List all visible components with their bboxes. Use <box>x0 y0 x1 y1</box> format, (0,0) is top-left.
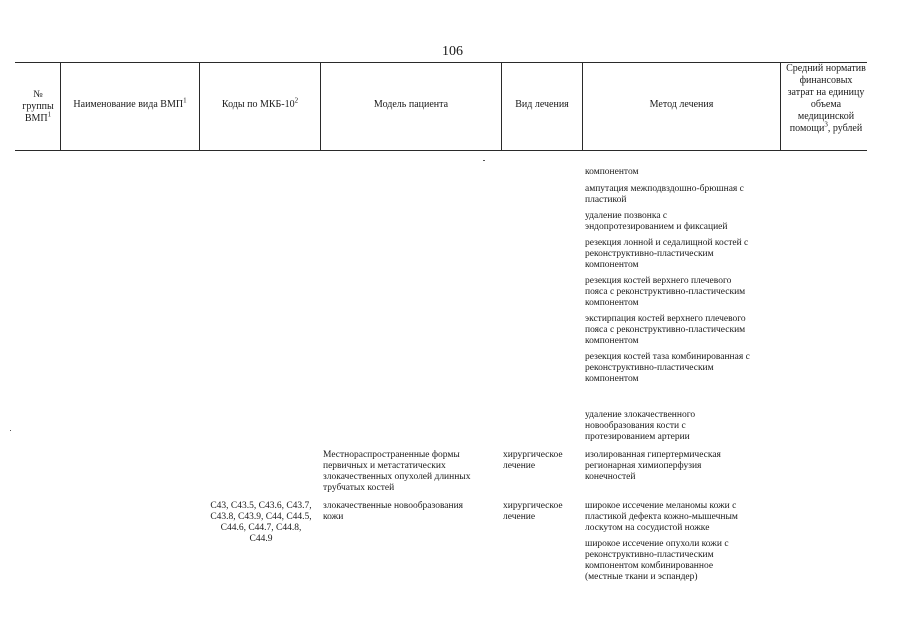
patient-model-bones: Местнораспространенные формы первичных и метастатических злокачественных опухолей длинных трубчатых костей <box>323 450 471 493</box>
method-item: удаление позвонка с эндопротезированием и фиксацией <box>585 211 728 232</box>
header-vmp-name: Наименование вида ВМП$^1$ <box>73 96 187 110</box>
treatment-type-bones: хирургическое лечение <box>503 450 563 471</box>
mkb-codes-skin: C43, C43.5, C43.6, C43.7, C43.8, C43.9, C44, C44.5, C44.6, C44.7, C44.8, C44.9 <box>210 501 312 544</box>
header-mkb-codes: Коды по МКБ-$10^2$ <box>221 96 299 110</box>
treatment-type-skin: хирургическое лечение <box>503 501 563 522</box>
header-treatment-type: Вид лечения <box>515 99 569 110</box>
header-patient-model: Модель пациента <box>373 99 449 110</box>
method-skin: широкое иссечение меланомы кожи с пластикой дефекта кожно-мышечным лоскутом на сосудистой ножке <box>585 501 738 533</box>
method-item: резекция лонной и седалищной костей с реконструктивно-пластическим компонентом <box>585 238 749 270</box>
method-item: резекция костей верхнего плечевого пояса с реконструктивно-пластическим компонентом <box>585 276 746 308</box>
method-item: компонентом <box>585 167 639 177</box>
method-item: ампутация межподвздошно-брюшная с пластикой <box>585 184 744 205</box>
header-bottom-rule <box>15 150 867 151</box>
page-number: 106 <box>442 44 463 59</box>
header-group-no: № группы ВМП$^1$ <box>22 89 54 124</box>
scan-speck <box>483 160 485 161</box>
method-skin: широкое иссечение опухоли кожи с реконструктивно-пластическим компонентом комбинированное (местные ткани и эспандер) <box>585 539 729 582</box>
scan-speck <box>10 430 11 431</box>
header-cost-norm: Средний норматив финансовых затрат на единицу объема медицинской помощи$^3$, рублей <box>786 63 866 134</box>
method-item: удаление злокачественного новообразования кости с протезированием артерии <box>585 410 696 442</box>
method-item: резекция костей таза комбинированная с реконструктивно-пластическим компонентом <box>585 352 750 384</box>
col-divider-6 <box>780 62 781 151</box>
header-treatment-method: Метод лечения <box>649 99 714 110</box>
patient-model-skin: злокачественные новообразования кожи <box>323 501 464 522</box>
method-bones: изолированная гипертермическая регионарная химиоперфузия конечностей <box>585 450 721 482</box>
method-item: экстирпация костей верхнего плечевого пояса с реконструктивно-пластическим компонентом <box>585 314 746 346</box>
header-top-rule <box>15 62 867 63</box>
